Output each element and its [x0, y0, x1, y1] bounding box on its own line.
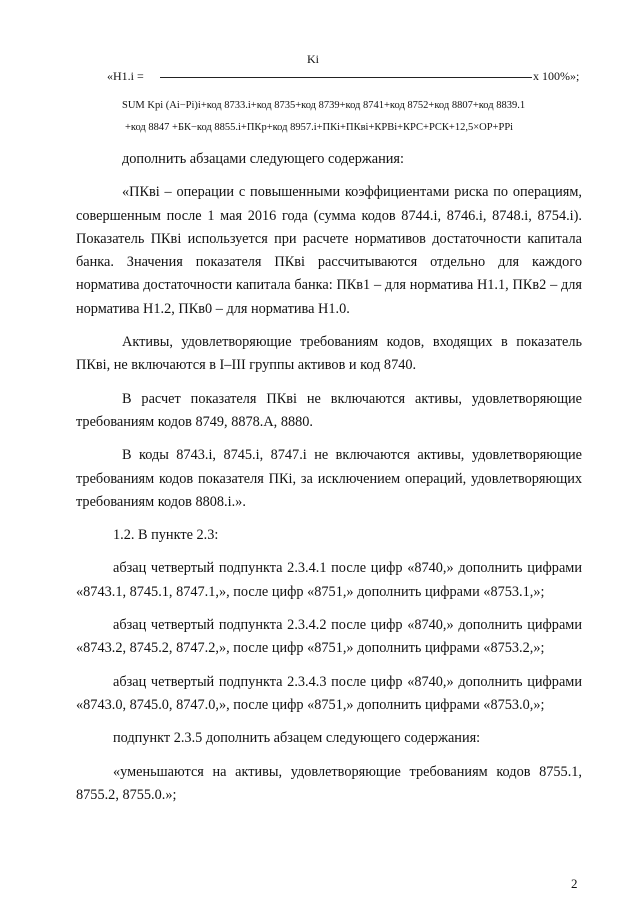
paragraph-2-3-4-1: абзац четвертый подпункта 2.3.4.1 после цифр «8740,» дополнить цифрами «8743.1, 8745.1, 8747.1,», после цифр «8751,» дополнить цифрами «8753.1,»; — [76, 560, 582, 600]
paragraph-2-3-4-3: абзац четвертый подпункта 2.3.4.3 после цифр «8740,» дополнить цифрами «8743.0, 8745.0, 8747.0,», после цифр «8751,» дополнить цифрами «8753.0,»; — [76, 673, 582, 713]
paragraph-2-3-5: подпункт 2.3.5 дополнить абзацем следующего содержания: — [113, 730, 481, 747]
formula-denominator-line-2: +код 8847 +БК−код 8855.i+ПКр+код 8957.i+ПКi+ПКвi+КРВi+КРС+РСК+12,5×ОР+РРi — [125, 122, 514, 133]
formula-multiplier: x 100%»; — [533, 69, 580, 83]
paragraph-codes-exclusion: В коды 8743.i, 8745.i, 8747.i не включаются активы, удовлетворяющие требованиям кодов показателя ПКi, за исключением операций, удовлетворяющих требованиям кодов 8808.i.». — [76, 447, 582, 510]
capital-ratio-formula — [0, 0, 640, 150]
paragraph-add-paragraphs: дополнить абзацами следующего содержания: — [122, 151, 404, 167]
document-body — [76, 148, 582, 817]
paragraph-2-3-4-2: абзац четвертый подпункта 2.3.4.2 после цифр «8740,» дополнить цифрами «8743.2, 8745.2, 8747.2,», после цифр «8751,» дополнить цифрами «8753.2,»; — [76, 617, 582, 657]
formula-denominator-line-1: SUM Kpi (Ai−Pi)i+код 8733.i+код 8735+код 8739+код 8741+код 8752+код 8807+код 8839.1 — [122, 100, 526, 111]
paragraph-pkv-definition: «ПКвi – операции с повышенными коэффициентами риска по операциям, совершенным после 1 мая 2016 года (сумма кодов 8744.i, 8746.i, 8748.i, 8754.i). Показатель ПКвi используется при расчете нормативов достаточности капитала банка. Значения показателя ПКвi рассчитываются отдельно для каждого норматива достаточности капитала банка: ПКв1 – для норматива Н1.1, ПКв2 – для норматива Н1.2, ПКв0 – для норматива Н1.0. — [76, 184, 582, 317]
fraction-bar — [160, 77, 532, 78]
paragraph-section-heading: 1.2. В пункте 2.3: — [113, 527, 219, 544]
paragraph-pkv-calculation: В расчет показателя ПКвi не включаются активы, удовлетворяющие требованиям кодов 8749, 8878.А, 8880. — [76, 390, 582, 430]
page-number: 2 — [571, 876, 578, 891]
formula-numerator: Ki — [307, 52, 319, 66]
formula-label: «Н1.i = — [107, 69, 144, 83]
paragraph-assets-exclusion: Активы, удовлетворяющие требованиям кодов, входящих в показатель ПКвi, не включаются в I–III группы активов и код 8740. — [76, 334, 582, 374]
paragraph-reduced-assets: «уменьшаются на активы, удовлетворяющие требованиям кодов 8755.1, 8755.2, 8755.0.»; — [76, 763, 582, 803]
